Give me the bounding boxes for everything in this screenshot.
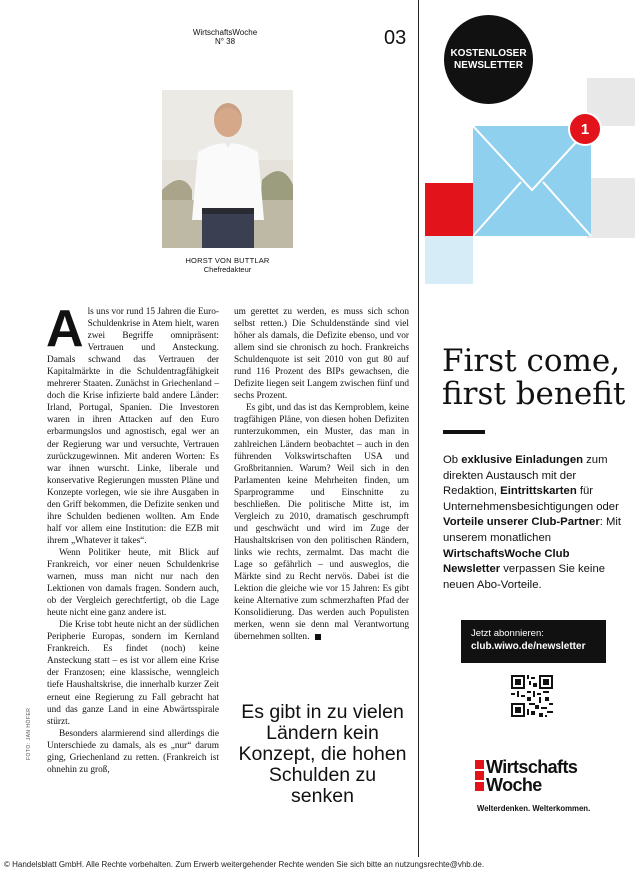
paragraph: um gerettet zu werden, es muss sich schon selbst retten.) Die Schuldenstände sind viel höher als damals, die Defizite ebenso, und vor allem sind sie chronisch zu hoch. Frankreichs Schuldenquote ist seit 2010 von gut 80 auf rund 116 Prozent des BIPs gewachsen, die Defizite liegen seit Langem zwischen fünf und sechs Prozent.: [234, 307, 409, 402]
promo-text-part: für Unternehmensbesichtigungen oder: [443, 485, 619, 513]
photo-credit: FOTO: JAN HÖFER: [26, 707, 32, 760]
paragraph: ls uns vor rund 15 Jahren die Euro-Schuldenkrise in Atem hielt, waren zwei Begriffe omnipräsent: Vertrauen und Ansteckung. Damals schwand das Vertrauen der Kapitalmärkte in die Schuldentragfähigkeit mehrerer Staaten. Zunächst in Griechenland – doch die Krise infizierte bald andere Länder: Irland, Portugal, Spanien. Die Investoren waren in ihren Attacken auf den Euro erbarmungslos und agnostisch, egal wer an der Regierung war und versuchte, Vertrauen zurückzugewinnen. Mit anderen Worten: Es war ihnen wurscht. Linke, liberale und konservative Regierungen mussten Pläne und Konzepte vorlegen, wie sie ihre Ausgaben in den Griff bekommen, die Defizite senken und ihre Schulden bedienen wollten. Am Ende half vor allem eine Institution: die EZB mit ihrem „Whatever it takes“.: [47, 307, 219, 546]
headline-line-1: First come,: [442, 343, 621, 379]
masthead: [180, 28, 270, 46]
notification-badge: 1: [568, 112, 602, 146]
badge-line-1: KOSTENLOSER: [450, 47, 527, 59]
promo-text-part: zum direkten Austausch mit der Redaktion,: [443, 454, 608, 498]
headline-rule: [443, 430, 485, 434]
author-function: Chefredakteur: [203, 265, 252, 274]
subscribe-link[interactable]: club.wiwo.de/newsletter: [471, 641, 586, 652]
page-number: 03: [384, 27, 407, 49]
issue-number: N° 38: [214, 37, 236, 46]
subscribe-label: Jetzt abonnieren:: [471, 628, 544, 639]
author-name: HORST VON BUTTLAR: [185, 256, 270, 265]
column-divider: [418, 0, 419, 857]
promo-text-part: Ob: [443, 454, 462, 466]
end-mark-icon: [315, 634, 321, 640]
envelope-illustration: [425, 78, 635, 298]
logo-tagline: Welterdenken. Welterkommen.: [477, 804, 591, 813]
promo-text: [443, 453, 623, 593]
author-photo: [162, 90, 293, 248]
promo-text-part: : Mit unserem monatlichen: [443, 516, 622, 544]
subscribe-box[interactable]: [461, 620, 606, 663]
article-column-2: [234, 306, 409, 643]
badge-line-2: NEWSLETTER: [454, 59, 523, 71]
copyright-footer: © Handelsblatt GmbH. Alle Rechte vorbehalten. Zum Erwerb weitergehender Rechte wenden Sie sich bitte an nutzungsrechte@vhb.de.: [4, 860, 485, 869]
pull-quote: Es gibt in zu vielen Ländern kein Konzept, die hohen Schulden zu senken: [238, 701, 407, 807]
logo-line-1: Wirtschafts: [486, 757, 578, 777]
paragraph: Es gibt, und das ist das Kernproblem, keine tragfähigen Pläne, von diesen hohen Defiziten runterzukommen, ein Muster, das man in zahlreichen Ländern beobachtet – auch in den führenden Volkswirtschaften USA und Großbritannien. Warum? Weil sich in den Parlamenten keine Mehrheiten finden, um Sparprogramme und Einschnitte zu beschließen. Die politische Mitte ist, im Vergleich zu 2010, dramatisch geschrumpft und geschwächt und wird im Zuge der Haushaltskrisen von den politischen Rändern, links wie rechts, zermalmt. Das macht die Lage so gefährlich – und ausweglos, die Märkte sind zu Recht nervös. Dabei ist die Lektion die gleiche wie vor 15 Jahren: Es gibt keine Alternative zum schmerzhaften Pfad der Konsolidierung. Das werden auch Populisten merken, wenn sie denn mal Verantwortung übernehmen sollten.: [234, 403, 409, 643]
promo-highlight: exklusive Einladungen: [461, 454, 584, 466]
promo-text-part: verpassen Sie keine neuen Abo-Vorteile.: [443, 563, 606, 591]
promo-highlight: Eintrittskarten: [500, 485, 577, 498]
newsletter-badge: [444, 15, 533, 104]
drop-cap: A: [46, 300, 84, 358]
promo-highlight: Vorteile unserer Club-Partner: [443, 516, 600, 529]
paragraph: Besonders alarmierend sind allerdings die Unterschiede zu damals, als es „nur“ darum ging, Griechenland zu retten. (Frankreich ist ohnehin zu groß,: [47, 728, 219, 775]
logo-line-2: Woche: [486, 775, 542, 795]
promo-headline: [442, 345, 632, 411]
headline-line-2: first benefit: [442, 376, 626, 412]
promo-highlight: WirtschaftsWoche Club Newsletter: [443, 547, 570, 576]
paragraph: Die Krise tobt heute nicht an der südlichen Peripherie Europas, sondern im Kernland Frankreich. Es findet (noch) keine Ansteckung statt – es ist vor allem eine Krise der Franzosen; eine klassische, wenngleich tiefe Haushaltskrise, die innerhalb kurzer Zeit erneut eine Regierung zu Fall gebracht hat und das ganze Land in eine Abwärtsspirale stürzt.: [47, 620, 219, 727]
paragraph: Wenn Politiker heute, mit Blick auf Frankreich, vor einer neuen Schuldenkrise warnen, muss man nicht nur nach den Lektionen von damals fragen. Sondern auch, ob der Vergleich gerechtfertigt, ob die Lage heute nicht eine ganz andere ist.: [47, 547, 219, 619]
qr-code-icon[interactable]: [511, 675, 553, 717]
article-column-1: [46, 300, 219, 776]
masthead-title: WirtschaftsWoche: [192, 28, 258, 37]
